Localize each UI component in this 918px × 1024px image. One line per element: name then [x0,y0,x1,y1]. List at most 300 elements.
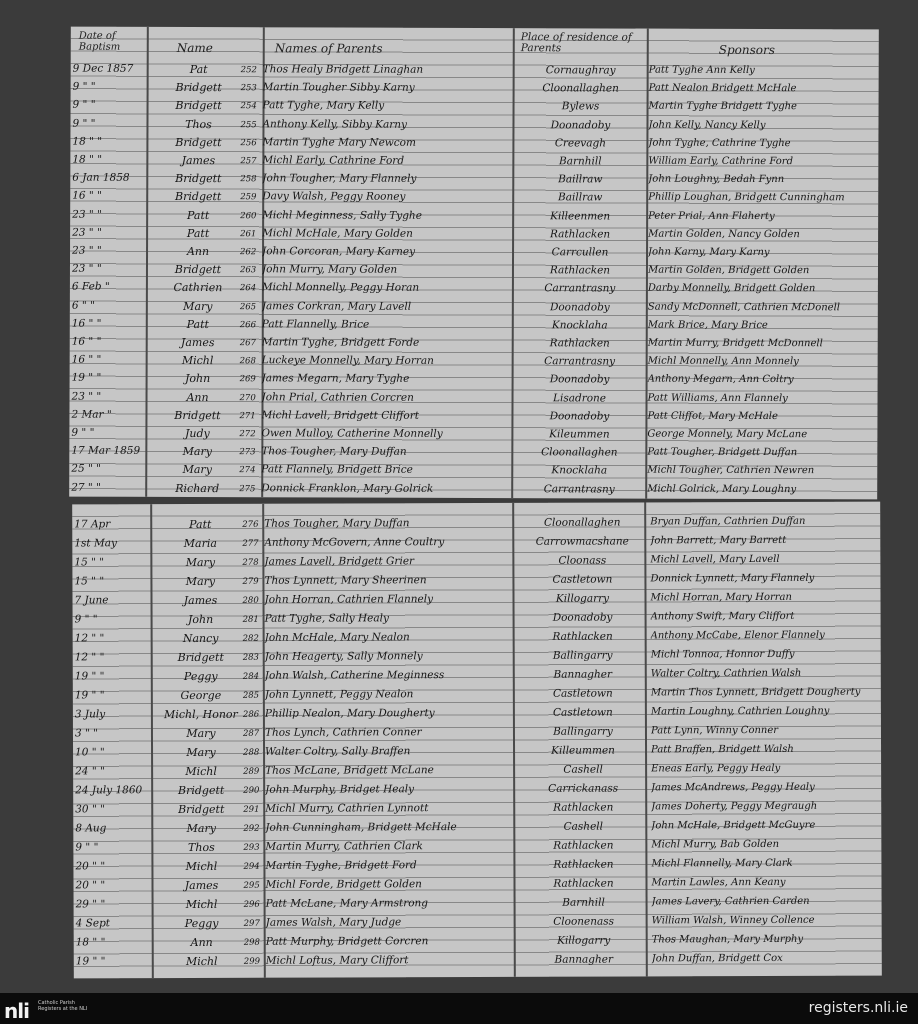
entry-parents: Donnick Franklon, Mary Golrick [261,481,434,495]
entry-name: Mary [183,299,213,313]
entry-number: 272 [239,429,256,440]
entry-parents: Anthony McGovern, Anne Coultry [264,536,445,549]
entry-name: Bridgett [175,135,222,149]
entry-parents: Michl McHale, Mary Golden [262,227,413,240]
entry-parents: James Megarn, Mary Tyghe [261,372,410,386]
entry-sponsors: Bryan Duffan, Cathrien Duffan [650,515,806,528]
entry-parents: Patt Tyghe, Sally Healy [264,612,389,625]
entry-name: Bridgett [175,99,222,113]
entry-residence: Rathlacken [549,264,611,277]
entry-number: 288 [243,747,260,758]
entry-name: Cathrien [173,281,223,295]
entry-sponsors: Phillip Loughan, Bridgett Cunningham [648,191,845,204]
entry-parents: John Lynnett, Peggy Nealon [264,688,414,701]
entry-parents: Michl Meginness, Sally Tyghe [262,208,422,222]
entry-name: Bridgett [174,408,221,422]
entry-number: 255 [240,119,257,130]
entry-name: Michl [185,897,218,912]
entry-number: 260 [240,210,257,221]
entry-name: Patt [186,226,210,240]
register-entry [74,953,882,970]
entry-date: 4 Sept [75,917,111,930]
entry-date: 3 July [74,708,106,721]
entry-date: 27 " " [71,481,101,494]
entry-number: 261 [240,228,257,240]
entry-residence: Cashell [563,820,604,833]
register-entry [72,573,880,590]
register-entry [69,445,877,462]
entry-sponsors: Michl Lavell, Mary Lavell [650,553,780,566]
entry-date: 20 " " [75,860,106,873]
entry-parents: Martin Murry, Cathrien Clark [265,840,423,853]
register-entry [73,839,881,856]
register-entry [70,299,878,316]
entry-number: 284 [242,671,260,682]
entry-name: Patt [186,208,210,222]
entry-sponsors: John Karny, Mary Karny [648,246,770,259]
register-entry [70,154,878,171]
entry-name: Peggy [184,916,219,931]
entry-residence: Cloonass [558,554,607,567]
entry-residence: Carrowmacshane [535,535,629,548]
entry-parents: Thos Tougher, Mary Duffan [264,517,410,530]
entry-sponsors: Martin Loughny, Cathrien Loughny [650,705,830,718]
register-entry [70,372,878,389]
entry-sponsors: James McAndrews, Peggy Healy [651,781,815,794]
entry-number: 268 [239,356,256,367]
entry-residence: Barnhill [559,155,602,168]
register-entry [70,245,878,262]
entry-date: 2 Mar " [71,408,112,421]
entry-number: 269 [239,374,256,385]
entry-residence: Killogarry [555,592,610,605]
entry-date: 9 " " [71,426,95,439]
entry-residence: Knocklaha [551,319,608,332]
entry-sponsors: Patt Nealon Bridgett McHale [648,82,797,95]
entry-name: Mary [185,555,216,570]
register-entry [72,535,880,552]
entry-date: 23 " " [71,262,102,275]
entry-parents: John Tougher, Mary Flannely [262,172,417,185]
entry-number: 254 [240,101,257,112]
entry-residence: Cloonallaghen [541,446,618,459]
entry-residence: Cloonallaghen [543,516,621,529]
entry-number: 295 [243,880,260,891]
entry-parents: John Corcoran, Mary Karney [262,245,416,258]
entry-date: 12 " " [74,632,105,645]
entry-name: Bridgett [177,783,225,798]
register-entry [70,336,878,353]
register-entry [70,172,878,189]
entry-residence: Knocklaha [551,464,608,477]
register-entry [73,801,881,818]
register-entry [73,649,881,666]
entry-number: 282 [242,633,259,644]
entry-sponsors: Martin Tyghe Bridgett Tyghe [648,100,797,113]
register-entry [70,354,878,371]
entry-date: 19 " " [74,670,105,683]
register-entry [73,820,881,837]
entry-sponsors: Mark Brice, Mary Brice [647,319,768,331]
entry-parents: Patt Murphy, Bridgett Corcren [265,935,429,948]
register-entry [72,516,880,533]
entry-sponsors: John Barrett, Mary Barrett [650,534,787,547]
entry-name: Bridgett [175,172,222,186]
entry-date: 30 " " [75,803,105,816]
entry-parents: Thos Tougher, Mary Duffan [261,445,407,458]
entry-number: 253 [240,83,257,94]
entry-residence: Killeenmen [550,209,611,223]
register-entry [74,934,882,951]
site-link[interactable]: registers.nli.ie [808,1000,908,1016]
header-sponsors: Sponsors [718,42,775,58]
entry-sponsors: Patt Williams, Ann Flannely [647,392,788,404]
entries-bottom [72,515,880,969]
register-entry [71,81,879,98]
entry-name: Michl, Honor [164,707,238,722]
entry-parents: Owen Mulloy, Catherine Monnelly [261,427,443,440]
entry-date: 15 " " [74,575,105,588]
entry-date: 18 " " [72,153,103,166]
header-name: Name [176,40,213,56]
entry-date: 9 " " [75,841,99,854]
entry-sponsors: James Doherty, Peggy Megraugh [651,800,818,813]
entry-residence: Rathlacken [553,801,614,814]
register-entry [73,744,881,761]
register-entry [70,226,878,243]
entry-sponsors: Anthony Swift, Mary Cliffort [650,610,795,623]
entry-sponsors: Michl Horran, Mary Horran [650,591,792,604]
entry-residence: Doonadoby [549,373,610,386]
entry-sponsors: William Early, Cathrine Ford [648,155,794,168]
entry-date: 18 " " [72,135,103,148]
entry-sponsors: John Loughny, Bedah Fynn [648,173,785,186]
entry-name: James [183,593,218,608]
entry-parents: Luckeye Monnelly, Mary Horran [261,354,434,368]
entry-date: 3 " " [74,727,99,740]
entry-date: 9 Dec 1857 [72,62,134,75]
entry-sponsors: Patt Braffen, Bridgett Walsh [651,743,794,756]
entry-name: Richard [175,481,220,495]
entry-sponsors: Thos Maughan, Mary Murphy [651,933,804,946]
entry-parents: Michl Murry, Cathrien Lynnott [265,802,429,815]
entry-parents: James Lavell, Bridgett Grier [264,555,415,568]
entry-number: 277 [242,538,259,549]
entry-name: Bridgett [174,263,222,277]
entry-sponsors: Michl Tougher, Cathrien Newren [647,464,815,477]
entry-number: 279 [242,576,259,587]
entry-parents: John Horran, Cathrien Flannely [264,593,434,606]
entry-name: Mary [186,726,216,741]
register-entry [74,915,882,932]
entry-number: 265 [239,301,257,312]
entry-sponsors: Michl Flannelly, Mary Clark [651,857,793,870]
entry-residence: Baillraw [558,191,603,204]
entry-name: Pat [189,63,208,77]
entry-parents: Patt Flannely, Bridgett Brice [261,463,413,477]
entry-name: Peggy [183,669,218,684]
entry-residence: Rathlacken [553,839,614,852]
register-entry [74,896,882,913]
entry-residence: Rathlacken [549,337,610,350]
entry-residence: Rathlacken [553,858,614,871]
entry-name: Mary [185,574,216,589]
register-page-top [69,27,879,500]
entry-residence: Ballingarry [553,725,613,738]
entry-residence: Carrantrasny [544,355,616,368]
entry-sponsors: Michl Monnelly, Ann Monnely [647,355,799,368]
entry-name: Michl [185,764,217,779]
entry-sponsors: Martin Murry, Bridgett McDonnell [647,337,823,350]
entry-parents: John Heagerty, Sally Monnely [264,650,423,663]
register-entry [72,554,880,571]
entry-parents: Michl Monnelly, Peggy Horan [261,281,420,295]
nli-logo[interactable]: nli [4,999,29,1023]
entry-number: 291 [243,804,260,815]
entry-number: 273 [239,447,256,458]
entry-residence: Carrantrasny [543,482,615,496]
entry-sponsors: Walter Coltry, Cathrien Walsh [650,667,802,680]
entry-name: Maria [183,536,217,551]
entry-sponsors: Martin Lawles, Ann Keany [651,876,786,889]
entry-name: Mary [182,463,212,477]
register-entry [70,117,878,134]
entry-sponsors: John Duffan, Bridgett Cox [651,952,783,965]
entry-number: 297 [243,918,260,929]
entry-parents: Anthony Kelly, Sibby Karny [262,117,407,131]
register-entry [70,317,878,334]
entry-name: Judy [185,426,210,441]
entry-date: 23 " " [72,244,102,257]
entry-parents: John McHale, Mary Nealon [264,631,410,644]
nli-logo-text: Catholic Parish Registers at the NLI [38,1000,88,1012]
entry-number: 292 [243,823,260,834]
entry-parents: Walter Coltry, Sally Braffen [265,745,411,758]
header-residence: Place of residence of Parents [520,31,632,55]
entry-name: Bridgett [177,650,224,665]
entry-parents: Michl Forde, Bridgett Golden [265,878,422,891]
entry-residence: Bylews [561,100,600,113]
entry-date: 12 " " [74,651,105,664]
entry-residence: Doonadoby [550,118,611,132]
entry-number: 271 [239,410,256,422]
entry-parents: Thos Healy Bridgett Linaghan [262,63,424,76]
entry-residence: Baillraw [558,173,603,186]
entry-number: 257 [240,156,257,167]
entry-residence: Rathlacken [549,228,611,241]
entry-parents: Patt Tyghe, Mary Kelly [262,99,385,113]
entry-parents: John Prial, Cathrien Corcren [261,390,414,404]
entry-date: 25 " " [71,462,102,476]
entry-date: 10 " " [75,746,105,759]
register-entry [69,463,877,480]
entry-residence: Rathlacken [553,877,614,890]
entry-residence: Castletown [552,706,613,719]
entry-number: 299 [243,956,261,967]
entry-parents: Thos Lynch, Cathrien Conner [264,726,422,739]
entry-number: 275 [239,483,256,494]
entry-number: 286 [242,709,260,720]
register-entry [73,706,881,723]
entry-residence: Killeummen [551,744,615,757]
entry-name: Ann [186,244,210,259]
entry-name: Michl [185,954,218,969]
register-entry [70,208,878,225]
entry-date: 16 " " [72,189,102,203]
entry-date: 17 Apr [74,518,111,531]
entry-date: 16 " " [71,335,102,348]
entry-sponsors: John McHale, Bridgett McGuyre [651,819,816,832]
entry-parents: Michl Loftus, Mary Cliffort [265,954,409,967]
entry-name: Michl [181,354,214,368]
entry-parents: Patt Flannelly, Brice [261,318,370,331]
entry-name: Ann [186,390,209,404]
entry-date: 18 " " [75,936,106,949]
entry-name: Michl [185,859,218,874]
entry-parents: Martin Tyghe, Bridgett Ford [265,859,417,872]
entry-number: 259 [240,192,257,203]
register-entry [72,592,880,609]
entry-sponsors: George Monnely, Mary McLane [647,428,808,441]
entry-date: 16 " " [71,317,102,330]
entry-residence: Doonadoby [549,300,610,314]
entries-top [71,62,879,496]
entry-number: 280 [242,595,259,606]
entry-sponsors: Darby Monnelly, Bridgett Golden [647,282,816,295]
entry-name: Bridgett [175,190,222,204]
entry-number: 285 [242,690,260,701]
column-header-row [71,31,879,64]
entry-date: 7 June [74,594,109,607]
entry-residence: Carrickanass [548,782,619,795]
entry-residence: Castletown [552,687,613,700]
entry-number: 276 [242,519,259,530]
entry-number: 258 [240,174,257,185]
entry-name: James [184,878,219,893]
entry-sponsors: Martin Thos Lynnett, Bridgett Dougherty [650,686,861,699]
entry-residence: Bannagher [554,953,614,966]
entry-number: 290 [243,785,260,796]
entry-sponsors: Martin Golden, Bridgett Golden [647,264,810,277]
register-entry [73,782,881,799]
entry-name: Patt [186,317,209,331]
entry-number: 262 [240,247,257,258]
entry-sponsors: William Walsh, Winney Collence [651,914,815,927]
entry-number: 296 [243,899,260,910]
entry-sponsors: Patt Tyghe Ann Kelly [648,64,755,76]
entry-date: 29 " " [75,898,106,911]
register-entry [73,763,881,780]
entry-sponsors: Sandy McDonnell, Cathrien McDonell [647,301,841,313]
entry-date: 6 " " [71,299,95,312]
register-entry [71,99,879,116]
entry-date: 9 " " [72,98,96,112]
entry-date: 23 " " [72,226,102,239]
entry-date: 19 " " [71,371,102,385]
entry-sponsors: Patt Cliffot, Mary McHale [647,410,778,422]
entry-sponsors: John Tyghe, Cathrine Tyghe [648,137,791,149]
entry-sponsors: Michl Golrick, Mary Loughny [647,483,797,495]
register-entry [73,611,881,628]
entry-residence: Castletown [552,573,613,586]
entry-parents: Thos Lynnett, Mary Sheerinen [264,574,427,587]
entry-parents: Michl Early, Cathrine Ford [262,154,405,167]
entry-sponsors: Anthony Megarn, Ann Coltry [647,373,794,386]
entry-date: 19 " " [75,955,106,968]
register-entry [73,858,881,875]
entry-number: 266 [239,319,257,331]
entry-name: Thos [187,840,215,855]
footer-bar [0,993,918,1024]
entry-residence: Kileummen [549,428,610,441]
header-parents: Names of Parents [274,41,383,56]
entry-parents: John Murry, Mary Golden [261,263,398,276]
register-entry [71,63,879,80]
entry-residence: Cloonenass [553,915,615,928]
entry-number: 298 [243,937,260,948]
entry-number: 252 [240,65,257,76]
entry-sponsors: Donnick Lynnett, Mary Flannely [650,572,815,585]
entry-sponsors: James Lavery, Cathrien Carden [651,895,810,908]
entry-residence: Carrantrasny [544,282,616,295]
header-date: Date of Baptism [78,30,121,53]
entry-residence: Carrcullen [551,246,609,259]
entry-number: 278 [242,557,259,568]
register-entry [73,877,881,894]
entry-sponsors: Peter Prial, Ann Flaherty [648,210,775,222]
entry-date: 9 " " [72,117,96,130]
entry-date: 8 Aug [75,822,107,835]
entry-name: Mary [186,821,216,836]
entry-sponsors: Michl Tonnoa, Honnor Duffy [650,648,795,661]
entry-name: Bridgett [175,81,222,95]
entry-residence: Cornaughray [545,64,616,77]
entry-parents: Martin Tyghe Mary Newcom [262,136,416,149]
register-entry [70,263,878,280]
entry-name: James [180,335,215,350]
entry-number: 256 [240,137,257,149]
entry-residence: Rathlacken [552,630,613,643]
register-entry [70,135,878,152]
entry-date: 1st May [74,537,117,550]
entry-parents: Phillip Nealon, Mary Dougherty [264,707,435,720]
entry-date: 20 " " [75,879,106,892]
entry-number: 281 [242,614,259,625]
entry-date: 6 Feb " [71,280,110,294]
entry-number: 264 [239,283,257,294]
entry-date: 6 Jan 1858 [72,171,130,184]
entry-name: James [181,153,216,168]
register-entry [70,390,878,407]
entry-date: 17 Mar 1859 [71,444,141,458]
entry-number: 274 [239,465,256,476]
entry-residence: Cashell [563,763,603,776]
entry-number: 289 [243,766,260,777]
entry-date: 23 " " [72,208,102,221]
entry-sponsors: Martin Golden, Nancy Golden [648,228,800,240]
entry-sponsors: Michl Murry, Bab Golden [651,838,780,851]
entry-parents: John Walsh, Catherine Meginness [264,669,445,682]
entry-date: 23 " " [71,390,102,403]
entry-parents: John Cunningham, Bridgett McHale [265,821,457,834]
entry-residence: Creevagh [554,137,607,150]
entry-date: 9 " " [72,80,96,93]
entry-number: 267 [239,338,256,349]
entry-number: 263 [239,265,257,276]
entry-sponsors: Patt Lynn, Winny Conner [650,724,779,737]
entry-number: 287 [242,728,260,739]
register-entry [70,281,878,298]
